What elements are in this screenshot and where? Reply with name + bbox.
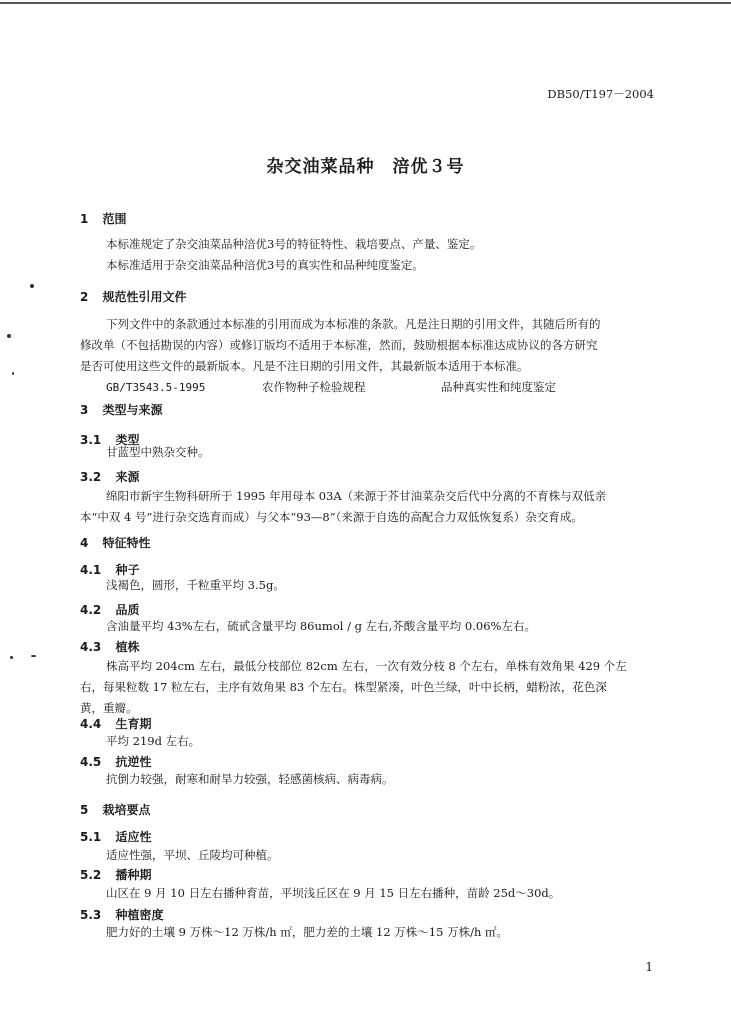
subsection-title: 种子 (115, 563, 140, 577)
subsection-title: 种植密度 (115, 908, 164, 922)
paragraph: 含油量平均 43%左右，硫甙含量平均 86umol / g 左右,芥酸含量平均 0.06%左右。 (106, 619, 536, 633)
paragraph: 绵阳市新宇生物科研所于 1995 年用母本 03A（来源于芥甘油菜杂交后代中分离的不育株与双低亲 (106, 489, 607, 503)
paragraph: 株高平均 204cm 左右，最低分枝部位 82cm 左右，一次有效分枝 8 个左右，单株有效角果 429 个左 (106, 659, 627, 673)
subsection-number: 4.4 (80, 717, 102, 731)
paragraph: 平均 219d 左右。 (106, 734, 201, 748)
paragraph: 山区在 9 月 10 日左右播种育苗，平坝浅丘区在 9 月 15 日左右播种，苗龄 25d～30d。 (106, 886, 561, 900)
section-number: 2 (80, 290, 89, 304)
subsection-number: 5.1 (80, 830, 102, 844)
subsection-number: 4.1 (80, 563, 102, 577)
section-heading (80, 534, 151, 551)
scan-speck (31, 655, 36, 657)
subsection-title: 适应性 (115, 830, 152, 844)
subsection-number: 3.2 (80, 470, 102, 484)
subsection-heading (80, 468, 139, 485)
paragraph: 黄，重瓣。 (80, 701, 138, 715)
scan-speck (12, 372, 14, 375)
section-number: 3 (80, 403, 89, 417)
subsection-number: 4.5 (80, 755, 102, 769)
paragraph: 浅褐色，圆形，千粒重平均 3.5g。 (106, 578, 285, 592)
subsection-heading (80, 715, 151, 732)
paragraph: 右，每果粒数 17 粒左右，主序有效角果 83 个左右。株型紧凑，叶色兰绿，叶中长柄，蜡粉浓，花色深 (80, 680, 607, 694)
section-title: 特征特性 (102, 536, 151, 550)
section-heading (80, 401, 163, 418)
subsection-title: 播种期 (115, 868, 152, 882)
document-code: DB50/T197－2004 (547, 87, 654, 101)
section-heading (80, 288, 187, 305)
page-title: 杂交油菜品种 涪优３号 (266, 157, 465, 177)
subsection-heading (80, 753, 151, 770)
subsection-title: 品质 (115, 603, 140, 617)
paragraph: 抗倒力较强，耐寒和耐旱力较强，轻感菌核病、病毒病。 (106, 772, 394, 786)
scan-speck (7, 334, 11, 338)
subsection-title: 抗逆性 (115, 755, 152, 769)
paragraph: 本“中双 4 号”进行杂交选育而成）与父本“93—8”（来源于自选的高配合力双低恢复系）杂交育成。 (80, 510, 583, 524)
paragraph: 是否可使用这些文件的最新版本。凡是不注日期的引用文件，其最新版本适用于本标准。 (80, 359, 529, 373)
section-heading (80, 801, 151, 818)
section-title: 规范性引用文件 (102, 290, 187, 304)
subsection-number: 5.3 (80, 908, 102, 922)
subsection-heading (80, 828, 151, 845)
section-title: 类型与来源 (102, 403, 163, 417)
scan-speck (10, 656, 13, 659)
top-border-line (0, 2, 731, 4)
section-title: 栽培要点 (102, 803, 151, 817)
subsection-heading (80, 906, 163, 923)
subsection-title: 生育期 (115, 717, 152, 731)
subsection-heading (80, 866, 151, 883)
paragraph: 适应性强，平坝、丘陵均可种植。 (106, 848, 279, 862)
section-title: 范围 (102, 212, 127, 226)
section-number: 1 (80, 212, 89, 226)
page-number: 1 (645, 960, 653, 974)
subsection-title: 类型 (115, 433, 140, 447)
paragraph: 修改单（不包括勘误的内容）或修订版均不适用于本标准，然而，鼓励根据本标准达成协议的各方研究 (80, 338, 598, 352)
subsection-number: 4.2 (80, 603, 102, 617)
subsection-title: 来源 (115, 470, 140, 484)
paragraph: 下列文件中的条款通过本标准的引用而成为本标准的条款。凡是注日期的引用文件，其随后所有的 (106, 317, 601, 331)
paragraph: 本标准规定了杂交油菜品种涪优3号的特征特性、栽培要点、产量、鉴定。 (106, 237, 482, 251)
subsection-number: 3.1 (80, 433, 102, 447)
reference-code: GB/T3543.5-1995 (106, 381, 206, 394)
paragraph: 肥力好的土壤 9 万株～12 万株/h ㎡，肥力差的土壤 12 万株～15 万株/h ㎡。 (106, 925, 509, 939)
section-heading (80, 210, 127, 227)
subsection-number: 4.3 (80, 640, 102, 654)
paragraph: 甘蓝型中熟杂交种。 (106, 445, 210, 459)
section-number: 4 (80, 536, 89, 550)
section-number: 5 (80, 803, 89, 817)
paragraph: 本标准适用于杂交油菜品种涪优3号的真实性和品种纯度鉴定。 (106, 258, 424, 272)
reference-title: 农作物种子检验规程 (262, 380, 366, 394)
reference-subtitle: 品种真实性和纯度鉴定 (441, 380, 556, 394)
subsection-title: 植株 (115, 640, 140, 654)
scan-speck (30, 284, 34, 288)
subsection-heading (80, 638, 139, 655)
subsection-number: 5.2 (80, 868, 102, 882)
